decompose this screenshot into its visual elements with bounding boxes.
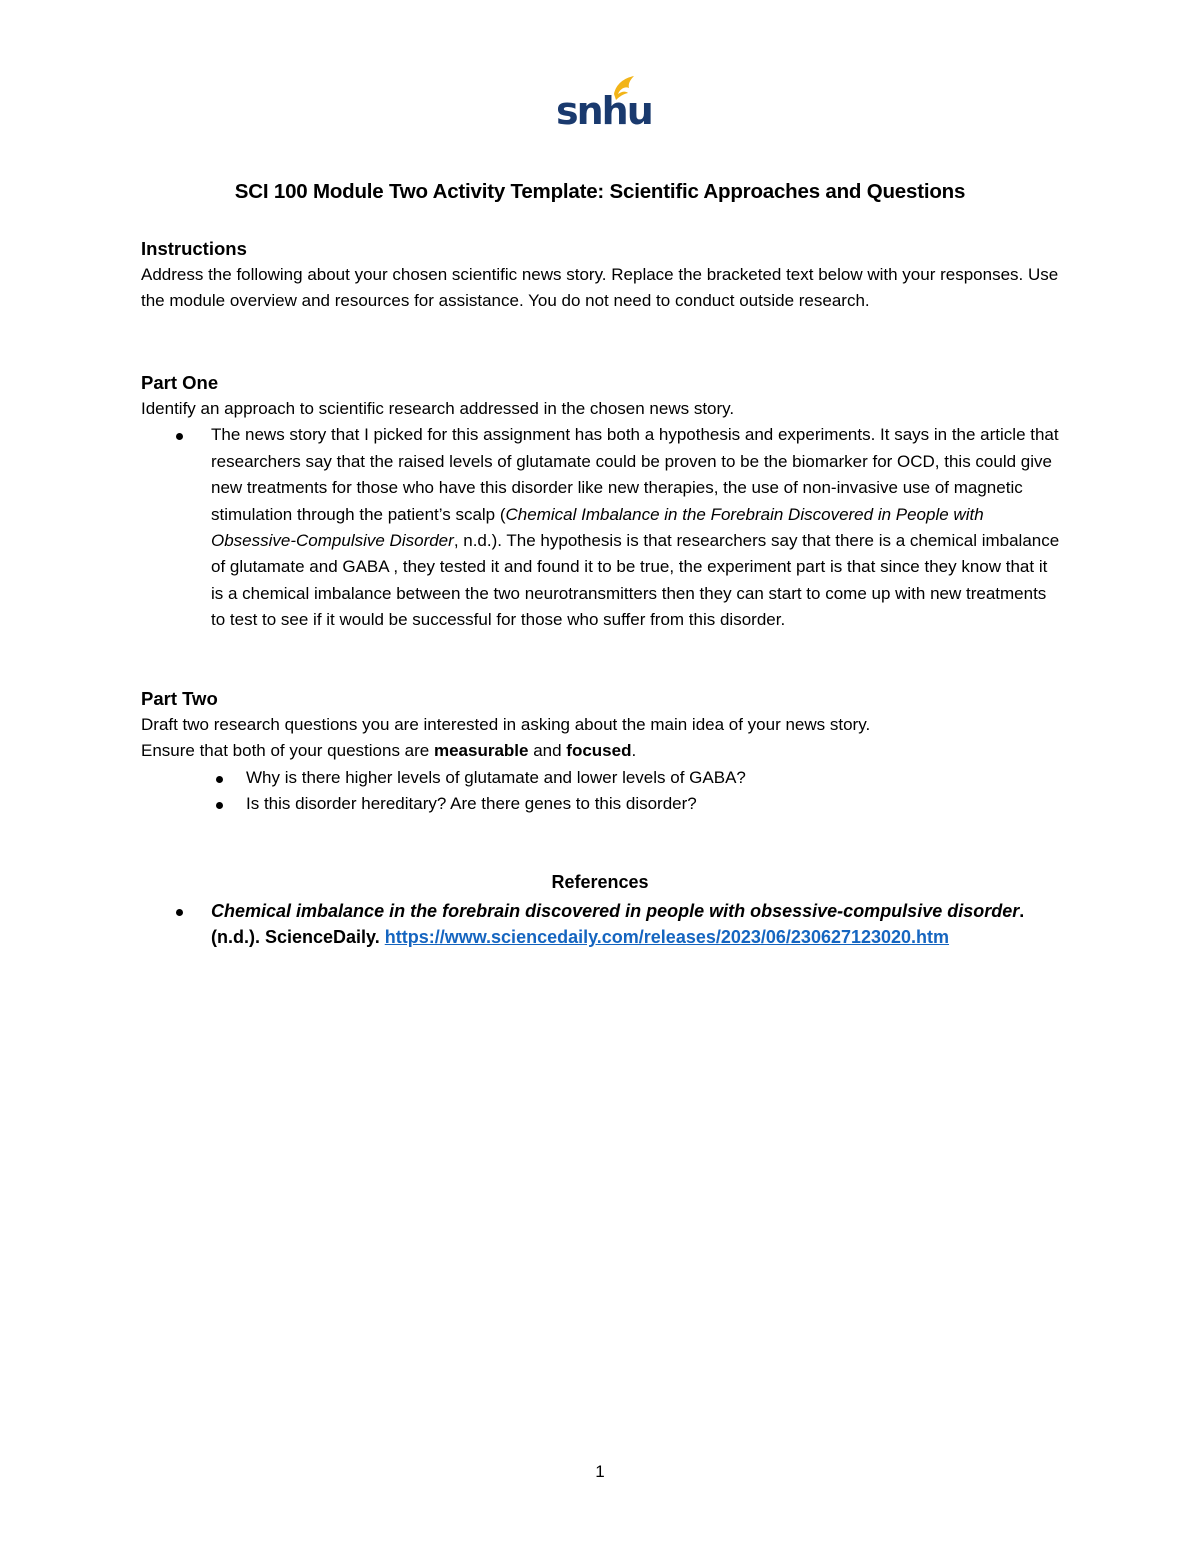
reference-item [141, 898, 1061, 951]
references-heading: References [551, 872, 649, 892]
bullet-icon [176, 433, 183, 440]
answer-citation-title: Chemical Imbalance in the Forebrain Discovered in People with Obsessive-Compulsive Disorder [211, 504, 984, 551]
snhu-logo [556, 74, 652, 133]
instructions-heading: Instructions [141, 238, 247, 259]
instructions-section [141, 236, 1061, 315]
part-one-section [141, 370, 1061, 634]
bullet-icon [176, 909, 183, 916]
page-title: SCI 100 Module Two Activity Template: Scientific Approaches and Questions [234, 180, 966, 203]
part-two-heading: Part Two [141, 688, 218, 709]
list-item [141, 791, 1061, 817]
part-one-heading: Part One [141, 372, 219, 393]
references-list [141, 898, 1061, 951]
prompt-bold-measurable: measurable [433, 741, 529, 761]
reference-link[interactable]: https://www.sciencedaily.com/releases/2023/06/230627123020.htm [384, 927, 950, 948]
list-item [141, 422, 1061, 633]
answer-text-end: , n.d.). The hypothesis is that researchers say that there is a chemical imbalance of glutamate and GABA , they tested it and found it to be true, the experiment part is that since they know that it is a chemical imbalance between the two neurotransmitters then they can start to come up with new treatments to test to see if it would be successful for those who suffer from this disorder. [211, 531, 1060, 630]
prompt-period: . [631, 741, 637, 761]
question-text: Is this disorder hereditary? Are there genes to this disorder? [246, 794, 697, 814]
prompt-text: Ensure that both of your questions are [141, 741, 434, 761]
questions-list [141, 765, 1061, 818]
part-one-list [141, 422, 1061, 633]
instructions-body: Address the following about your chosen scientific news story. Replace the bracketed text below with your responses. Use the module overview and resources for assistance. You do not need to conduct outside research. [141, 265, 1059, 311]
part-two-prompt-line2 [141, 738, 1061, 764]
reference-source: . (n.d.). ScienceDaily. [211, 901, 1025, 948]
prompt-text-and: and [528, 741, 567, 761]
bullet-icon [216, 776, 223, 783]
logo-wordmark: snhu [556, 89, 652, 133]
answer-text-start: The news story that I picked for this assignment has both a hypothesis and experiments. It says in the article that researchers say that the raised levels of glutamate could be proven to be the biomarker for OCD, this could give new treatments for those who have this disorder like new therapies, the use of non-invasive use of magnetic stimulation through the patient’s scalp ( [211, 425, 1059, 524]
page-number: 1 [595, 1462, 605, 1481]
question-text: Why is there higher levels of glutamate and lower levels of GABA? [246, 767, 746, 787]
bullet-icon [216, 802, 223, 809]
list-item [141, 765, 1061, 791]
part-one-prompt: Identify an approach to scientific research addressed in the chosen news story. [141, 399, 735, 418]
prompt-bold-focused: focused [566, 741, 632, 761]
part-two-prompt-line1: Draft two research questions you are interested in asking about the main idea of your news story. [141, 715, 871, 734]
part-two-section [141, 686, 1061, 818]
reference-title: Chemical imbalance in the forebrain discovered in people with obsessive-compulsive disorder [211, 901, 1020, 921]
